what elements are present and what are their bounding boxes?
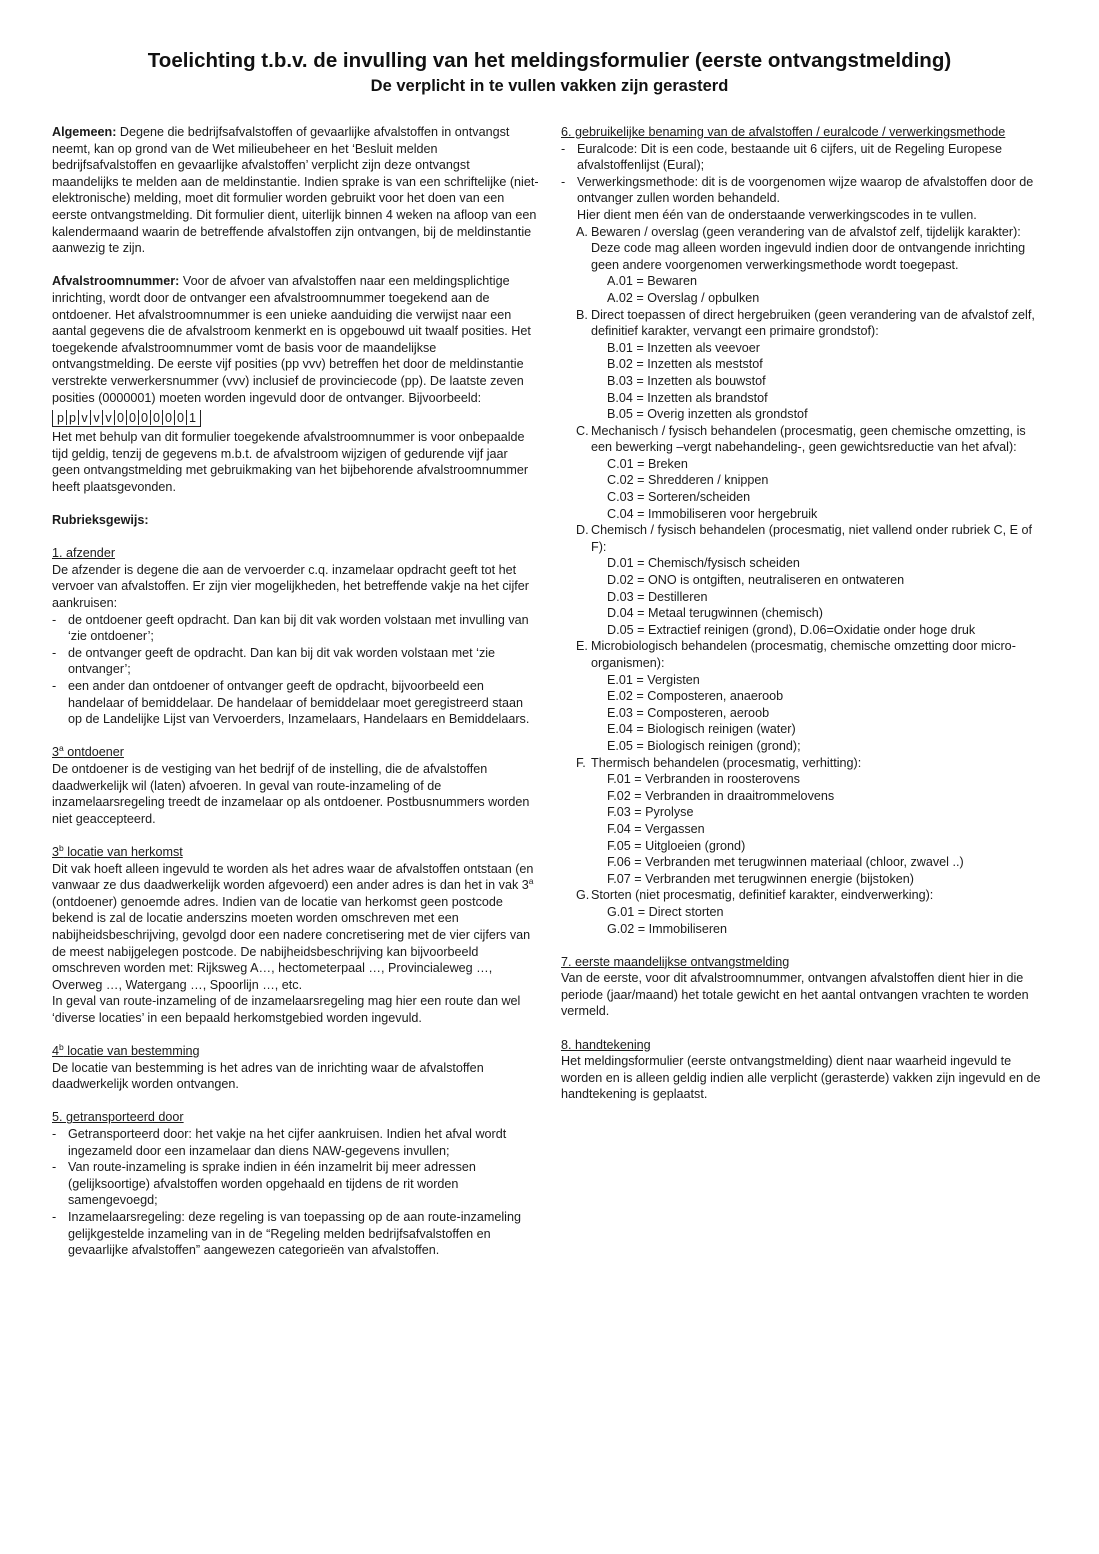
section-8-heading: 8. handtekening [561,1037,651,1052]
category-letter: C. [576,423,589,438]
processing-code: D.03 = Destilleren [607,589,708,604]
section-3a-text: De ontdoener is de vestiging van het bedrijf of de instelling, die de afvalstoffen daadwerkelijk wil (laten) afvoeren. In geval van route-inzameling of de inzamelaarsregeling treedt de inzamelaar op als ontdoener. Postbusnummers worden niet geaccepteerd. [52,761,530,826]
processing-code: C.04 = Immobiliseren voor hergebruik [607,506,818,521]
list-item: - de ontvanger geeft de opdracht. Dan kan bij dit vak worden volstaan met ‘zie ontvanger’; [52,645,539,678]
category-block [561,307,1049,340]
section-6-list [561,141,1049,207]
list-item: - Verwerkingsmethode: dit is de voorgenomen wijze waarop de afvalstoffen door de ontvanger zullen worden behandeld. [561,174,1049,207]
processing-code: D.02 = ONO is ontgiften, neutraliseren en ontwateren [607,573,905,588]
section-3b-text-2: In geval van route-inzameling of de inzamelaarsregeling mag hier een route dan wel ‘diverse locaties’ in een bepaald herkomstgebied worden ingevuld. [52,994,521,1025]
afvalstroom-text: Voor de afvoer van afvalstoffen naar een meldingsplichtige inrichting, wordt door de ontvanger een afvalstroomnummer toegekend aan de ontdoener. Het afvalstroomnummer is een unieke aanduiding die verwijst naar een aantal gegevens die de afvalstroom kenmerkt en is opgebouwd uit twaalf posities. Het toegekende afvalstroomnummer vomt de basis voor de maandelijkse ontvangstmelding. De eerste vijf posities (pp vvv) betreffen het door de meldinstantie verstrekte verwerkersnummer (vvv) inclusief de provinciecode (pp). De laatste zeven posities (0000001) moeten worden ingevuld door de ontvanger. Bijvoorbeeld: [52,274,531,405]
processing-code: C.02 = Shredderen / knippen [607,473,769,488]
processing-code: E.04 = Biologisch reinigen (water) [607,722,796,737]
section-4b-text: De locatie van bestemming is het adres van de inrichting waar de afvalstoffen daadwerkelijk worden ontvangen. [52,1060,484,1092]
category-letter: F. [576,755,586,770]
processing-code: B.02 = Inzetten als meststof [607,357,763,372]
example-char: v [79,410,91,425]
example-char: 0 [139,410,151,425]
processing-code: F.06 = Verbranden met terugwinnen materiaal (chloor, zwavel ..) [607,855,964,870]
processing-code: E.02 = Composteren, anaeroob [607,689,784,704]
category-block [561,887,1049,904]
page-subtitle: De verplicht in te vullen vakken zijn gerasterd [370,77,729,95]
example-char: 0 [115,410,127,425]
processing-code: E.03 = Composteren, aeroob [607,705,770,720]
list-item: - een ander dan ontdoener of ontvanger geeft de opdracht, bijvoorbeeld een handelaar of bemiddelaar. De handelaar of bemiddelaar moet geregistreerd staan op de Landelijke Lijst van Vervoerders, Inzamelaars, Handelaars en Bemiddelaars. [52,678,539,728]
section-4b-heading: 4$^b$ locatie van bestemming [52,1041,200,1059]
right-column [561,124,1049,1103]
category-description: Chemisch / fysisch behandelen (procesmatig, niet vallend onder rubriek C, E of F): [591,523,1033,554]
section-1-list [52,612,539,728]
category-letter: G. [576,888,590,903]
category-block [561,755,1049,772]
algemeen-paragraph [52,124,539,257]
processing-code: B.05 = Overig inzetten als grondstof [607,407,808,422]
left-column [52,124,539,1259]
processing-code: E.01 = Vergisten [607,672,700,687]
section-7-heading: 7. eerste maandelijkse ontvangstmelding [561,954,790,969]
processing-code: B.04 = Inzetten als brandstof [607,390,768,405]
list-item: - Getransporteerd door: het vakje na het cijfer aankruisen. Indien het afval wordt ingezameld door een inzamelaar dan diens NAW-gegevens invullen; [52,1126,539,1159]
section-1-text: De afzender is degene die aan de vervoerder c.q. inzamelaar opdracht geeft tot het vervoer van afvalstoffen. Er zijn vier mogelijkheden, het betreffende vakje na het cijfer aankruisen: [52,562,529,611]
section-3b-heading: 3$^b$ locatie van herkomst [52,842,183,859]
processing-code: F.01 = Verbranden in roosterovens [607,772,800,787]
list-item: - de ontdoener geeft opdracht. Dan kan bij dit vak worden volstaan met invulling van ‘zie ontdoener’; [52,612,539,645]
category-description: Bewaren / overslag (geen verandering van de afvalstof zelf, tijdelijk karakter): Deze code mag alleen worden ingevuld indien door de ontvangende inrichting geen andere voorgenomen verwerkingsmethode wordt toegepast. [591,224,1026,272]
processing-code: F.07 = Verbranden met terugwinnen energie (bijstoken) [607,871,914,886]
processing-code: F.03 = Pyrolyse [607,805,694,820]
example-char: p [55,410,67,425]
processing-code: A.02 = Overslag / opbulken [607,290,760,305]
processing-code: A.01 = Bewaren [607,274,697,289]
category-letter: A. [576,224,588,239]
afvalstroom-paragraph [52,273,539,406]
example-char: p [67,410,79,425]
processing-code: C.01 = Breken [607,456,688,471]
example-char: 0 [127,410,139,425]
example-char: 0 [151,410,163,425]
processing-code: D.04 = Metaal terugwinnen (chemisch) [607,606,823,621]
category-letter: D. [576,523,589,538]
category-description: Microbiologisch behandelen (procesmatig, chemische omzetting door micro-organismen): [591,639,1016,670]
rubrieksgewijs-label: Rubrieksgewijs: [52,513,149,528]
example-char: 0 [163,410,175,425]
algemeen-label: Algemeen: [52,125,117,139]
category-block [561,638,1049,671]
category-description: Thermisch behandelen (procesmatig, verhitting): [591,755,862,770]
example-char: v [103,410,115,425]
processing-code: C.03 = Sorteren/scheiden [607,490,751,505]
list-item: - Inzamelaarsregeling: deze regeling is van toepassing op de aan route-inzameling gelijkgestelde inzameling van in de “Regeling melden bedrijfsafvalstoffen en gevaarlijke afvalstoffen” aangewezen categorieën van afvalstoffen. [52,1209,539,1259]
processing-code: G.02 = Immobiliseren [607,921,728,936]
section-3a-heading: 3$^a$ ontdoener [52,743,124,760]
processing-code: B.03 = Inzetten als bouwstof [607,373,766,388]
example-char: 1 [188,411,196,426]
verwerkingscodes-list [561,224,1049,938]
section-6-heading: 6. gebruikelijke benaming van de afvalstoffen / euralcode / verwerkingsmethode [561,125,1006,139]
section-7-text: Van de eerste, voor dit afvalstroomnummer, ontvangen afvalstoffen dient hier in die periode (jaar/maand) het totale gewicht en het aantal ontvangen vrachten te worden vermeld. [561,971,1029,1019]
category-description: Direct toepassen of direct hergebruiken (geen verandering van de afvalstof zelf, definitief karakter, vervangt een primaire grondstof): [591,307,1035,339]
section-1-heading: 1. afzender [52,546,116,561]
afvalstroomnummer-example [52,410,201,427]
processing-code: F.04 = Vergassen [607,821,705,836]
category-block [561,224,1049,274]
afvalstroom-label: Afvalstroomnummer: [52,274,180,289]
category-block [561,522,1049,555]
afvalstroom-paragraph-2: Het met behulp van dit formulier toegekende afvalstroomnummer is voor onbepaalde tijd geldig, tenzij de gegevens m.b.t. de afvalstroom wijzigen of gedurende vijf jaar geen ontvangstmelding met gebruikmaking van het bijbehorende afvalstroomnummer heeft plaatsgevonden. [52,430,529,494]
category-description: Storten (niet procesmatig, definitief karakter, eindverwerking): [591,888,934,903]
example-char: v [91,410,103,425]
section-6-intro: Hier dient men één van de onderstaande verwerkingscodes in te vullen. [577,207,977,222]
category-letter: B. [576,307,588,322]
example-char: 0 [175,410,187,425]
processing-code: G.01 = Direct storten [607,904,724,919]
category-block [561,423,1049,456]
list-item: - Van route-inzameling is sprake indien in één inzamelrit bij meer adressen (gelijksoortige) afvalstoffen worden opgehaald en tijdens de rit worden samengevoegd; [52,1159,539,1209]
processing-code: B.01 = Inzetten als veevoer [607,340,760,355]
page-title: Toelichting t.b.v. de invulling van het meldingsformulier (eerste ontvangstmelding) [147,49,952,72]
category-description: Mechanisch / fysisch behandelen (procesmatig, geen chemische omzetting, is een bewerking –vergt nabehandeling-, geen gewichtsreductie van het afval): [591,423,1026,455]
section-8-text: Het meldingsformulier (eerste ontvangstmelding) dient naar waarheid ingevuld te worden en is alleen geldig indien alle verplicht (gerasterde) vakken zijn ingevuld en de handtekening is geplaatst. [561,1054,1041,1102]
algemeen-text: Degene die bedrijfsafvalstoffen of gevaarlijke afvalstoffen in ontvangst neemt, kan op grond van de Wet milieubeheer en het ‘Besluit melden bedrijfsafvalstoffen en gevaarlijke afvalstoffen’ verplicht zijn deze ontvangst maandelijks te melden aan de meldinstantie. Indien sprake is van een schriftelijke (niet-elektronische) melding, moet dit formulier worden gebruikt voor het doen van een eerste ontvangstmelding. Dit formulier dient, uiterlijk binnen 4 weken na afloop van een kalendermaand waarin de betreffende afvalstoffen zijn ontvangen, bij de meldinstantie aanwezig te zijn. [52,125,539,256]
processing-code: F.02 = Verbranden in draaitrommelovens [607,788,835,803]
processing-code: F.05 = Uitgloeien (grond) [607,838,746,853]
list-item: - Euralcode: Dit is een code, bestaande uit 6 cijfers, uit de Regeling Europese afvalstoffenlijst (Eural); [561,141,1049,174]
category-letter: E. [576,639,588,654]
section-5-heading: 5. getransporteerd door [52,1110,184,1125]
section-5-list [52,1126,539,1259]
processing-code: D.01 = Chemisch/fysisch scheiden [607,556,800,571]
section-3b-text: Dit vak hoeft alleen ingevuld te worden als het adres waar de afvalstoffen ontstaan (en vanwaar ze dus daadwerkelijk worden afgevoerd) een ander adres is dan het in vak 3$^a$ (ontdoener) genoemde adres. Indien van de locatie van herkomst geen postcode bekend is zal de locatie anderszins moeten worden omschreven met een nabijheidsbeschrijving, gevolgd door een nadere concretisering met de vier cijfers van de meest nabijgelegen postcode. De nabijheidsbeschrijving kan bijvoorbeeld omschreven worden met: Rijksweg A…, hectometerpaal …, Provincialeweg …, Overweg …, Watergang …, Spoorlijn …, etc. [52,861,534,992]
processing-code: D.05 = Extractief reinigen (grond), D.06=Oxidatie onder hoge druk [607,622,976,637]
processing-code: E.05 = Biologisch reinigen (grond); [607,738,801,753]
